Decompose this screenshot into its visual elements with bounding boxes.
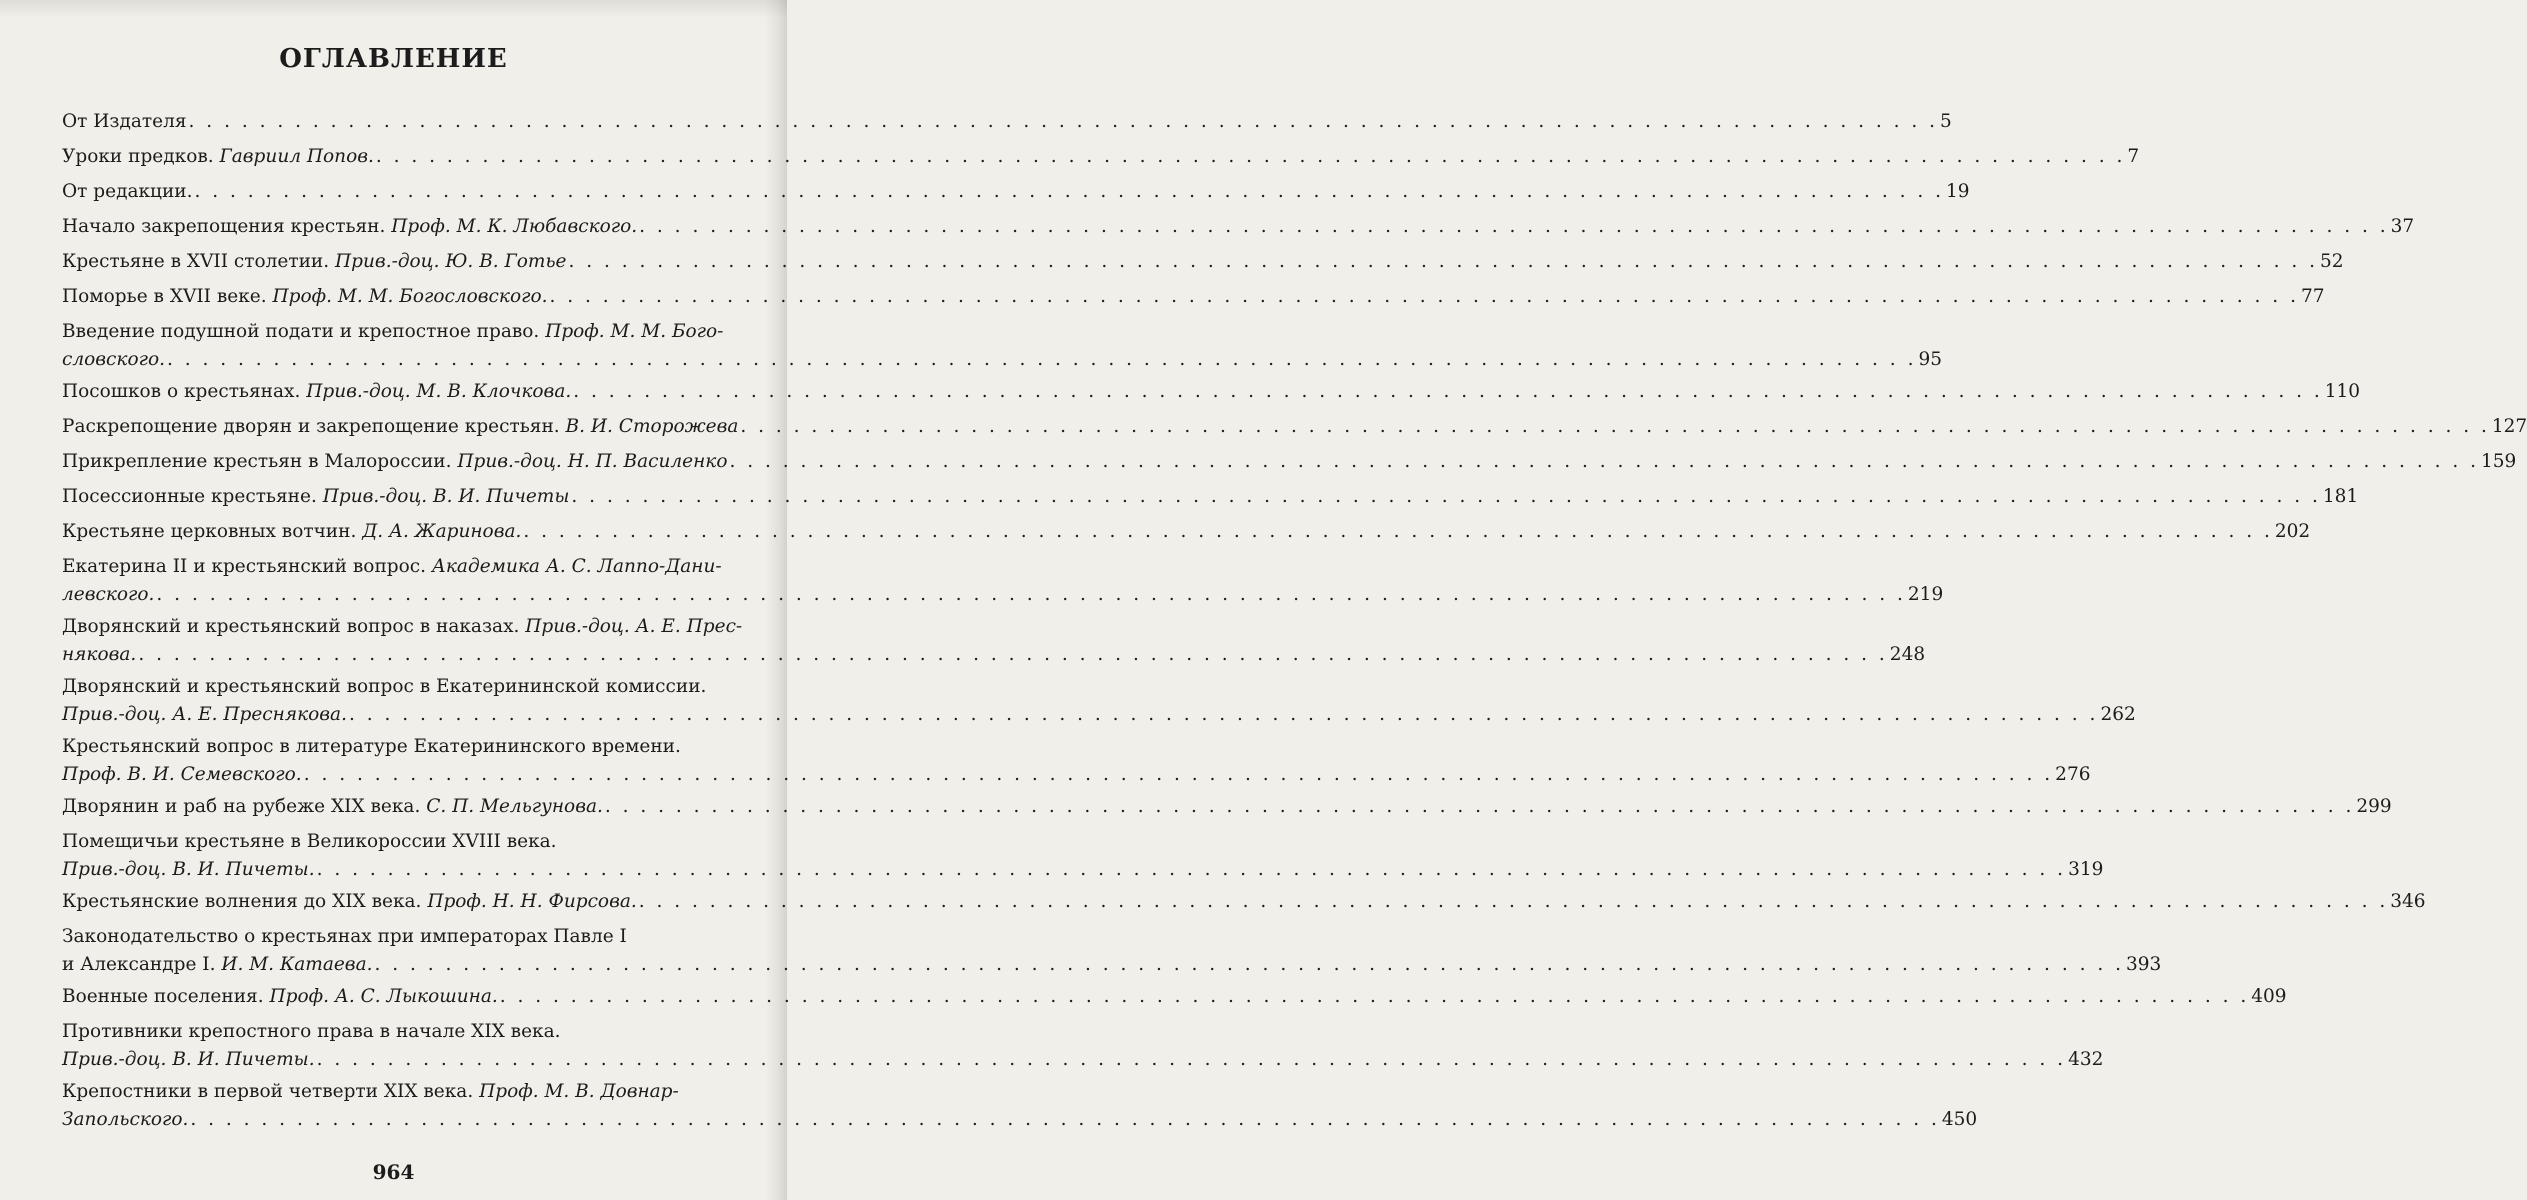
toc-entry	[62, 733, 2091, 793]
page-title: ОГЛАВЛЕНИЕ	[279, 44, 508, 74]
toc-entry	[62, 613, 1926, 673]
toc-entry-author: Гавриил Попов.	[219, 146, 374, 167]
toc-entry-author-cont: Прив.-доц. В. И. Пичеты.	[62, 859, 315, 880]
toc-entry-author: Прив.-доц. Н. П. Василенко	[457, 451, 728, 472]
toc-entry-author: Проф. А. С. Лыкошина.	[269, 986, 498, 1007]
dot-leader	[639, 213, 2388, 241]
toc-entry-page: 52	[2319, 251, 2344, 272]
toc-entry	[62, 828, 2104, 888]
toc-entry	[62, 983, 2287, 1018]
toc-entry	[62, 673, 2136, 733]
dot-leader	[376, 143, 2125, 171]
toc-entry-page: 299	[2356, 796, 2392, 817]
toc-entry-page: 181	[2322, 486, 2359, 507]
toc-entry-author: Д. А. Жаринова.	[362, 521, 522, 542]
toc-entry-page: 219	[1907, 584, 1944, 605]
toc-entry-title: Крестьяне церковных вотчин.	[62, 521, 363, 542]
toc-entry-author: Проф. М. В. Довнар-	[479, 1081, 679, 1102]
dot-leader	[138, 641, 1887, 669]
toc-entry	[62, 378, 2361, 413]
toc-entry-page: 110	[2324, 381, 2361, 402]
dot-leader	[523, 518, 2272, 546]
toc-entry	[62, 483, 2359, 518]
toc-entry-title: Противники крепостного права в начале XIX века.	[62, 1021, 561, 1042]
dot-leader	[349, 701, 2098, 729]
dot-leader	[317, 856, 2066, 884]
toc-entry-author: Прив.-доц. А. Е. Прес-	[525, 616, 743, 637]
toc-entry-author: Проф. Н. Н. Фирсова.	[427, 891, 637, 912]
table-of-contents	[62, 108, 2527, 1138]
toc-entry	[62, 793, 2392, 828]
toc-entry-page: 319	[2068, 859, 2104, 880]
page-number: 964	[372, 1160, 415, 1184]
toc-entry-author: В. И. Сторожева	[565, 416, 739, 437]
toc-entry	[62, 923, 2162, 983]
toc-entry-author: Проф. М. К. Любавского.	[391, 216, 638, 237]
toc-entry-page: 202	[2274, 521, 2311, 542]
dot-leader	[549, 283, 2298, 311]
toc-entry-title: Дворянин и раб на рубеже XIX века.	[62, 796, 427, 817]
toc-entry-author: Прив.-доц. Ю. В. Готье	[335, 251, 567, 272]
toc-entry-title: Крепостники в первой четверти XIX века.	[62, 1081, 480, 1102]
toc-entry	[62, 553, 1944, 613]
toc-entry-page: 77	[2300, 286, 2325, 307]
toc-entry	[62, 448, 2517, 483]
toc-entry-title: От Издателя	[62, 111, 187, 132]
toc-entry-title: Военные поселения.	[62, 986, 270, 1007]
toc-entry-page: 7	[2127, 146, 2140, 167]
toc-entry-title: Дворянский и крестьянский вопрос в наказах.	[62, 616, 526, 637]
toc-entry-page: 450	[1941, 1109, 1978, 1130]
dot-leader	[569, 248, 2318, 276]
toc-entry-author-cont: левского.	[62, 584, 155, 605]
dot-leader	[740, 413, 2489, 441]
toc-entry-author-cont: някова.	[62, 644, 137, 665]
toc-entry-author: Проф. М. М. Богословского.	[272, 286, 548, 307]
dot-leader	[500, 983, 2249, 1011]
toc-entry-author: Прив.-доц. М. В. Клочкова.	[306, 381, 572, 402]
toc-entry	[62, 888, 2426, 923]
toc-entry-page: 5	[1940, 111, 1952, 132]
toc-entry	[62, 213, 2415, 248]
toc-entry-page: 19	[1945, 181, 1970, 202]
toc-entry-title: Поморье в XVII веке.	[62, 286, 273, 307]
dot-leader	[571, 483, 2320, 511]
toc-entry-page: 262	[2100, 704, 2136, 725]
toc-entry-page: 393	[2125, 954, 2162, 975]
toc-entry-title: Крестьянские волнения до XIX века.	[62, 891, 428, 912]
toc-entry-page: 95	[1918, 349, 1942, 370]
toc-entry-page: 127	[2491, 416, 2527, 437]
toc-entry-author-cont: Прив.-доц. В. И. Пичеты.	[62, 1049, 315, 1070]
toc-entry-title: От редакции.	[62, 181, 193, 202]
toc-entry-author: Прив.-доц. В. И. Пичеты	[322, 486, 570, 507]
toc-entry-page: 409	[2251, 986, 2287, 1007]
dot-leader	[375, 951, 2124, 979]
toc-entry-author: С. П. Мельгунова.	[426, 796, 603, 817]
toc-entry-title: Введение подушной подати и крепостное право.	[62, 321, 546, 342]
page-top-shadow	[0, 0, 787, 18]
toc-entry	[62, 143, 2140, 178]
toc-entry	[62, 1078, 1978, 1138]
toc-entry-page: 276	[2055, 764, 2091, 785]
toc-entry	[62, 108, 1952, 143]
toc-entry-page: 248	[1889, 644, 1926, 665]
toc-entry-page: 346	[2390, 891, 2426, 912]
toc-entry-title: Посессионные крестьяне.	[62, 486, 323, 507]
dot-leader	[573, 378, 2322, 406]
toc-entry-title: Крестьянский вопрос в литературе Екатерининского времени.	[62, 736, 681, 757]
toc-entry-title-cont: и Александре I.	[62, 954, 222, 975]
toc-entry-title: Екатерина II и крестьянский вопрос.	[62, 556, 432, 577]
toc-entry-title: Помещичьи крестьяне в Великороссии XVIII века.	[62, 831, 557, 852]
toc-entry-author-cont: Проф. В. И. Семевского.	[62, 764, 302, 785]
toc-entry-author: Академика А. С. Лаппо-Дани-	[431, 556, 722, 577]
toc-entry-author-cont: И. М. Катаева.	[221, 954, 373, 975]
toc-entry-page: 37	[2390, 216, 2415, 237]
dot-leader	[317, 1046, 2066, 1074]
toc-entry-author-cont: Прив.-доц. А. Е. Преснякова.	[62, 704, 347, 725]
toc-entry-page: 159	[2480, 451, 2517, 472]
dot-leader	[639, 888, 2388, 916]
dot-leader	[156, 581, 1905, 609]
toc-entry-author-cont: словского.	[62, 349, 165, 370]
toc-entry-title: Прикрепление крестьян в Малороссии.	[62, 451, 458, 472]
toc-entry-title: Начало закрепощения крестьян.	[62, 216, 392, 237]
toc-entry-title: Посошков о крестьянах.	[62, 381, 307, 402]
dot-leader	[605, 793, 2354, 821]
toc-entry	[62, 413, 2527, 448]
dot-leader	[304, 761, 2053, 789]
toc-entry	[62, 318, 1942, 378]
dot-leader	[167, 346, 1916, 374]
toc-entry-author: Проф. М. М. Бого-	[545, 321, 724, 342]
toc-entry-title: Крестьяне в XVII столетии.	[62, 251, 336, 272]
toc-entry-title: Дворянский и крестьянский вопрос в Екатерининской комиссии.	[62, 676, 707, 697]
toc-entry	[62, 283, 2325, 318]
toc-entry-author-cont: Запольского.	[62, 1109, 189, 1130]
toc-entry	[62, 248, 2344, 283]
dot-leader	[730, 448, 2479, 476]
dot-leader	[190, 1106, 1939, 1134]
dot-leader	[189, 108, 1938, 136]
toc-entry	[62, 178, 1970, 213]
toc-entry	[62, 1018, 2104, 1078]
toc-entry-title: Законодательство о крестьянах при императорах Павле I	[62, 926, 627, 947]
toc-entry-page: 432	[2068, 1049, 2104, 1070]
toc-entry	[62, 518, 2311, 553]
toc-entry-title: Раскрепощение дворян и закрепощение крестьян.	[62, 416, 566, 437]
toc-entry-title: Уроки предков.	[62, 146, 220, 167]
dot-leader	[195, 178, 1944, 206]
